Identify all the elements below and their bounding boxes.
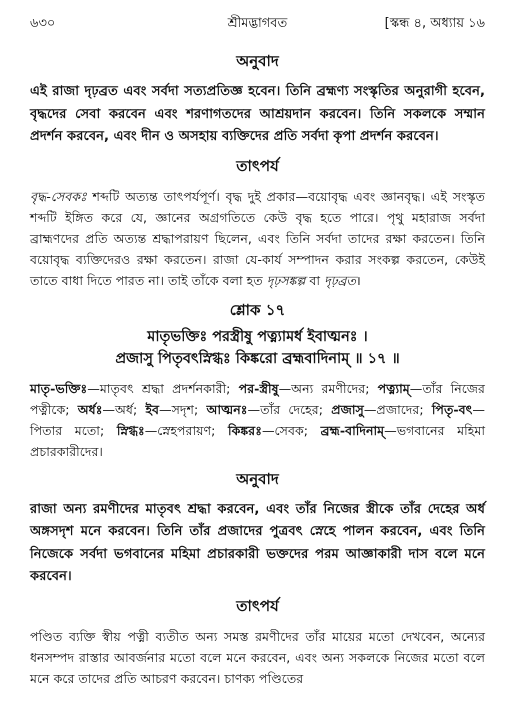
purport-end: । (355, 272, 361, 288)
purport-heading-2: তাৎপর্য (236, 596, 279, 615)
translation-text-1: এই রাজা দৃঢ়ব্রত এবং সর্বদা সত্যপ্রতিজ্ঞ হবেন। তিনি ব্রহ্মণ্য সংস্কৃতির অনুরাগী হবেন, বৃদ্ধদের সেবা করবেন এবং শরণাগতদের আশ্রয়দান করবেন। তিনি সকলকে সম্মান প্রদর্শন করবেন, এবং দীন ও অসহায় ব্যক্তিদের প্রতি সর্বদা কৃপা প্রদর্শন করবেন। (30, 84, 485, 144)
page-content (30, 50, 485, 689)
purport-text-1 (30, 186, 485, 291)
synonym-meaning: —তাঁর দেহের; (247, 401, 332, 417)
verse-line-1: মাতৃভক্তিঃ পরস্ত্রীষু পত্ন্যামর্ধ ইবাত্মনঃ । (147, 328, 368, 345)
chapter-reference: [স্কন্ধ ৪, অধ্যায় ১৬ (384, 16, 485, 31)
synonym-term: পত্ন্যাম্ (377, 380, 410, 396)
page-number: ৬৩০ (30, 16, 56, 31)
synonym-meaning: —প্রজাদের; (363, 401, 432, 417)
page-header (30, 10, 485, 34)
synonym-meaning: —সেবক; (261, 422, 321, 438)
synonym-meaning: —ভগবানের মহিমা প্রচারকারীদের। (30, 422, 485, 459)
synonym-term: মাতৃ-ভক্তিঃ (30, 380, 88, 396)
synonym-term: প্রজাসু (331, 401, 364, 417)
verse-line-2: প্রজাসু পিতৃবৎস্নিগ্ধঃ কিঙ্করো ব্রহ্মবাদিনাম্ ॥ ১৭ ॥ (115, 350, 400, 367)
synonym-meaning: —অন্য রমণীদের; (278, 380, 378, 396)
translation-heading-2: অনুবাদ (236, 469, 279, 488)
verse-label: শ্লোক ১৭ (229, 300, 286, 319)
translation-heading-1: অনুবাদ (236, 52, 279, 70)
purport-joiner: বা (305, 272, 325, 288)
synonym-term: পর-স্ত্রীষু (238, 380, 279, 396)
synonym-term: ব্রহ্ম-বাদিনাম্ (320, 422, 385, 438)
book-title: শ্রীমদ্ভাগবত (227, 16, 288, 31)
synonym-meaning: —অর্ধ; (102, 401, 146, 417)
synonym-term: ইব (145, 401, 160, 417)
synonym-term: কিঙ্করঃ (228, 422, 262, 438)
synonym-term: অর্ধঃ (77, 401, 103, 417)
purport-heading-1: তাৎপর্য (236, 156, 279, 175)
purport-text-2: পণ্ডিত ব্যক্তি স্বীয় পত্নী ব্যতীত অন্য সমস্ত রমণীদের তাঁর মায়ের মতো দেখবেন, অন্যের ধনসম্পদ রাস্তার আবর্জনার মতো বলে মনে করবেন, এবং অন্য সকলকে নিজের মতো বলে মনে করে তাদের প্রতি আচরণ করবেন। চাণক্য পণ্ডিতের (30, 628, 485, 686)
purport-body: শব্দটি অত্যন্ত তাৎপর্যপূর্ণ। বৃদ্ধ দুই প্রকার—বয়োবৃদ্ধ এবং জ্ঞানবৃদ্ধ। এই সংস্কৃত শব্দটি ইঙ্গিত করে যে, জ্ঞানের অগ্রগতিতে কেউ বৃদ্ধ হতে পারে। পৃথু মহারাজ সর্বদা ব্রাহ্মণদের প্রতি অত্যন্ত শ্রদ্ধাপরায়ণ ছিলেন, এবং তিনি সর্বদা তাদের রক্ষা করতেন। তিনি বয়োবৃদ্ধ ব্যক্তিদেরও রক্ষা করতেন। রাজা যে-কার্য সম্পাদন করার সংকল্প করতেন, কেউই তাতে বাধা দিতে পারত না। তাই তাঁকে বলা হত (30, 188, 485, 288)
synonym-meaning: —তাঁর নিজের পত্নীকে; (30, 380, 485, 417)
synonym-meaning: —সদৃশ; (159, 401, 207, 417)
translation-text-2: রাজা অন্য রমণীদের মাতৃবৎ শ্রদ্ধা করবেন, এবং তাঁর নিজের স্ত্রীকে তাঁর দেহের অর্ধ অঙ্গসদৃশ মনে করবেন। তিনি তাঁর প্রজাদের পুত্রবৎ স্নেহে পালন করবেন, এবং তিনি নিজেকে সর্বদা ভগবানের মহিমা প্রচারকারী ভক্তদের পরম আজ্ঞাকারী দাস বলে মনে করবেন। (30, 501, 485, 584)
synonym-term: আত্মনঃ (206, 401, 248, 417)
synonym-meaning: —মাতৃবৎ শ্রদ্ধা প্রদর্শনকারী; (87, 380, 239, 396)
synonym-meaning: —স্নেহপরায়ণ; (144, 422, 229, 438)
purport-italic-1: দৃঢ়সঙ্কল্প (266, 272, 306, 288)
synonym-meaning: —পিতার মতো; (30, 401, 485, 438)
synonym-term: স্নিগ্ধঃ (116, 422, 145, 438)
word-synonyms (30, 378, 485, 462)
purport-term: বৃদ্ধ-সেবকঃ (30, 188, 87, 204)
synonym-term: পিতৃ-বৎ (431, 401, 473, 417)
purport-italic-2: দৃঢ়ব্রত (324, 272, 356, 288)
